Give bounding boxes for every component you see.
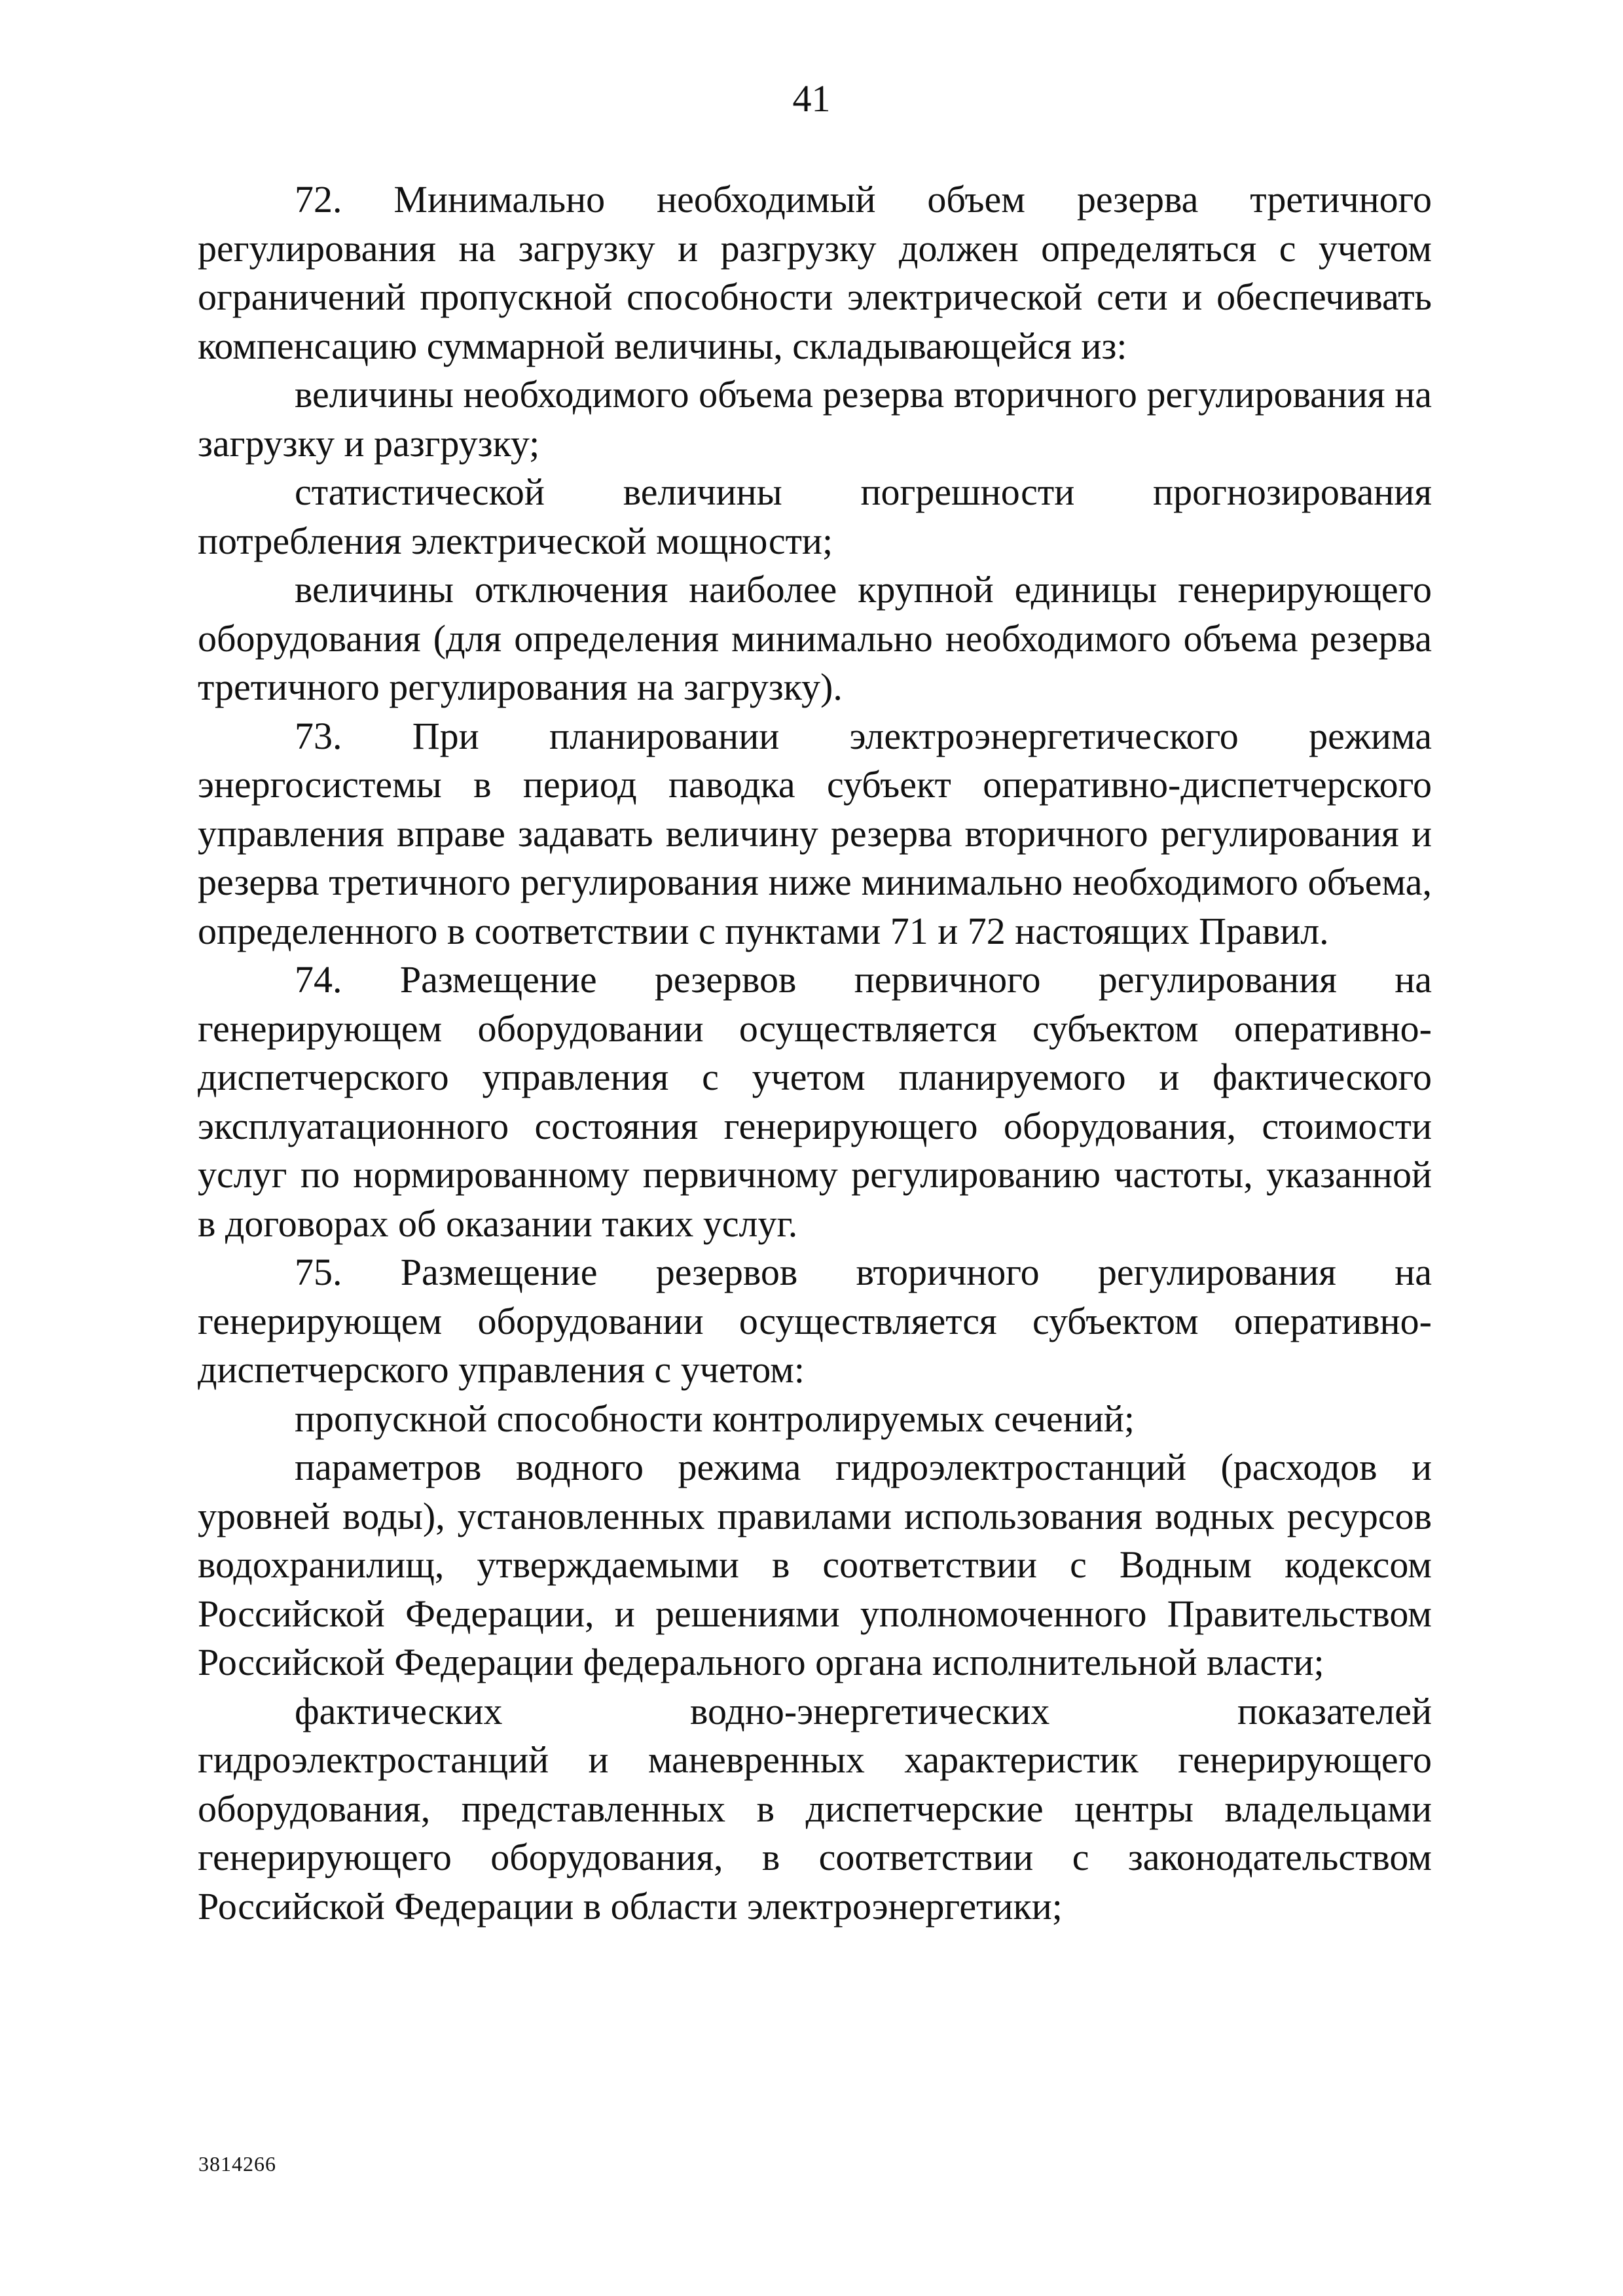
paragraph-72-item-largest-unit: величины отключения наиболее крупной единицы генерирующего оборудования (для определения минимально необходимого объема резерва третичного регулирования на загрузку). [198,568,1432,708]
document-body [198,175,1432,1931]
page-number: 41 [792,77,831,120]
paragraph-75: 75. Размещение резервов вторичного регулирования на генерирующем оборудовании осуществляется субъектом оперативно-диспетчерского управления с учетом: [198,1251,1432,1391]
paragraph-75-item-hydro-indicators: фактических водно-энергетических показателей гидроэлектростанций и маневренных характеристик генерирующего оборудования, представленных в диспетчерские центры владельцами генерирующего оборудования, в соответствии с законодательством Российской Федерации в области электроэнергетики; [198,1689,1432,1928]
paragraph-73: 73. При планировании электроэнергетического режима энергосистемы в период паводка субъект оперативно-диспетчерского управления вправе задавать величину резерва вторичного регулирования и резерва третичного регулирования ниже минимально необходимого объема, определенного в соответствии с пунктами 71 и 72 настоящих Правил. [198,714,1432,952]
paragraph-72-item-secondary-reserve: величины необходимого объема резерва вторичного регулирования на загрузку и разгрузку; [198,373,1432,465]
paragraph-72-item-forecast-error: статистической величины погрешности прогнозирования потребления электрической мощности; [198,471,1432,562]
document-number: 3814266 [198,2152,276,2176]
paragraph-74: 74. Размещение резервов первичного регулирования на генерирующем оборудовании осуществляется субъектом оперативно-диспетчерского управления с учетом планируемого и фактического эксплуатационного состояния генерирующего оборудования, стоимости услуг по нормированному первичному регулированию частоты, указанной в договорах об оказании таких услуг. [198,958,1432,1245]
paragraph-72: 72. Минимально необходимый объем резерва третичного регулирования на загрузку и разгрузку должен определяться с учетом ограничений пропускной способности электрической сети и обеспечивать компенсацию суммарной величины, складывающейся из: [198,178,1432,367]
paragraph-75-item-water-regime: параметров водного режима гидроэлектростанций (расходов и уровней воды), установленных правилами использования водных ресурсов водохранилищ, утверждаемыми в соответствии с Водным кодексом Российской Федерации, и решениями уполномоченного Правительством Российской Федерации федерального органа исполнительной власти; [198,1446,1432,1683]
paragraph-75-item-sections: пропускной способности контролируемых сечений; [295,1397,1135,1440]
